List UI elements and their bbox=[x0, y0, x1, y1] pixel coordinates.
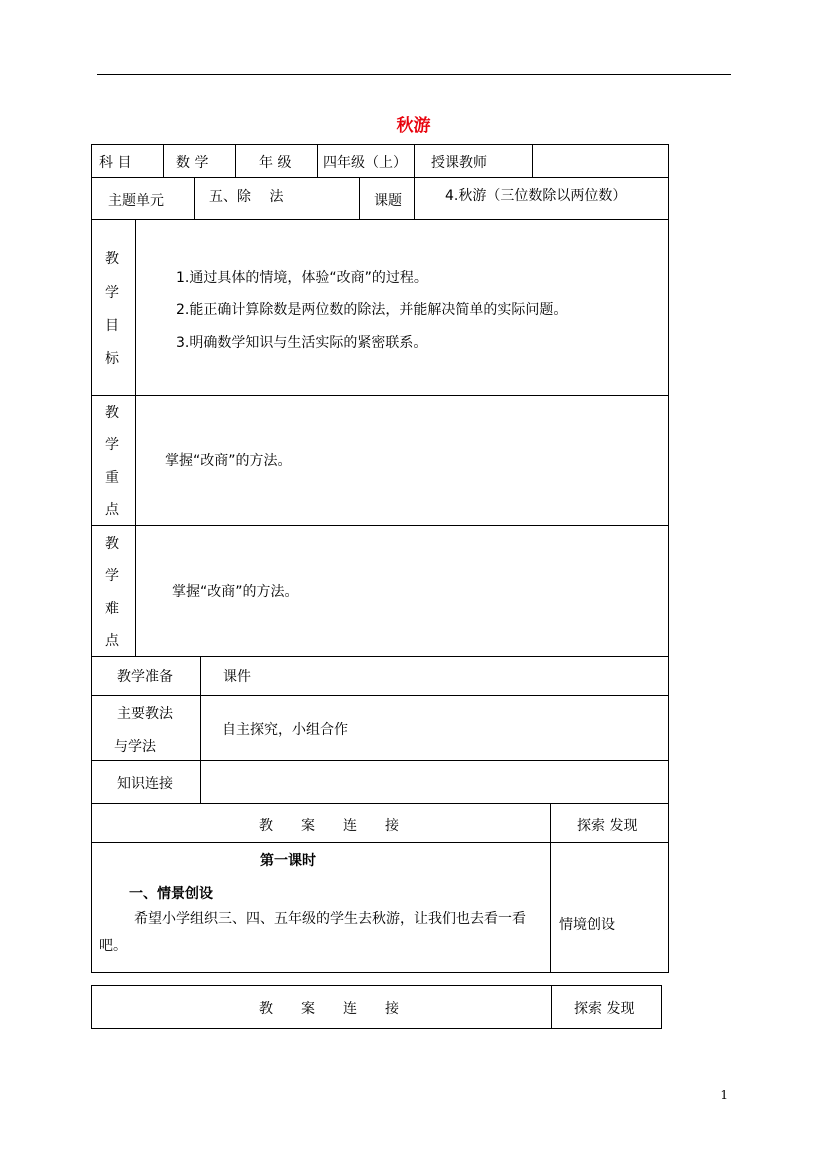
page-number: 1 bbox=[720, 1088, 728, 1102]
cell-keypoints-label bbox=[91, 395, 136, 526]
subject-label: 科 目 bbox=[99, 155, 132, 171]
grade-label: 年 级 bbox=[259, 155, 292, 171]
methods-label-line2: 与学法 bbox=[114, 739, 156, 755]
keypoints-text: 掌握“改商”的方法。 bbox=[165, 453, 292, 469]
goal-item: 3.明确数学知识与生活实际的紧密联系。 bbox=[176, 335, 428, 351]
cell-unit-value bbox=[194, 177, 360, 220]
grade-value: 四年级（上） bbox=[323, 155, 407, 171]
cell-grade-value bbox=[317, 144, 415, 178]
cell-plan-header-left bbox=[91, 803, 551, 843]
cell-topic-value bbox=[414, 177, 669, 220]
top-rule bbox=[97, 74, 731, 75]
page-title: 秋游 bbox=[396, 116, 431, 136]
lesson-period: 第一课时 bbox=[260, 853, 316, 869]
cell-subject-label bbox=[91, 144, 164, 178]
subject-value: 数 学 bbox=[176, 155, 209, 171]
cell-unit-label bbox=[91, 177, 195, 220]
keypoints-label-char: 点 bbox=[105, 502, 119, 518]
plan-header2-left: 教 案 连 接 bbox=[259, 1001, 399, 1017]
preparation-value: 课件 bbox=[223, 669, 251, 685]
methods-value: 自主探究，小组合作 bbox=[222, 722, 348, 738]
cell-preparation-value bbox=[200, 656, 669, 696]
lesson-section: 一、情景创设 bbox=[129, 886, 213, 902]
cell-difficulties-content bbox=[135, 525, 669, 657]
difficulties-label-char: 教 bbox=[105, 536, 119, 552]
cell-methods-value bbox=[200, 695, 669, 761]
goals-label-char: 教 bbox=[105, 251, 119, 267]
cell-plan-header2-left bbox=[91, 985, 552, 1029]
teacher-label: 授课教师 bbox=[431, 155, 487, 171]
preparation-label: 教学准备 bbox=[117, 669, 173, 685]
cell-knowledge-label bbox=[91, 760, 201, 804]
cell-subject-value bbox=[163, 144, 236, 178]
plan-header-left: 教 案 连 接 bbox=[259, 818, 399, 834]
cell-goals-label bbox=[91, 219, 136, 396]
goal-item: 2.能正确计算除数是两位数的除法，并能解决简单的实际问题。 bbox=[176, 302, 568, 318]
knowledge-label: 知识连接 bbox=[117, 776, 173, 792]
keypoints-label-char: 学 bbox=[105, 437, 119, 453]
cell-lesson-side bbox=[550, 842, 669, 973]
cell-keypoints-content bbox=[135, 395, 669, 526]
difficulties-label-char: 难 bbox=[105, 601, 119, 617]
lesson-paragraph-line2: 吧。 bbox=[99, 938, 127, 954]
goals-label-char: 标 bbox=[105, 351, 119, 367]
goals-label-char: 目 bbox=[105, 318, 119, 334]
cell-goals-content bbox=[135, 219, 669, 396]
cell-plan-header-right bbox=[550, 803, 669, 843]
cell-difficulties-label bbox=[91, 525, 136, 657]
difficulties-label-char: 学 bbox=[105, 568, 119, 584]
lesson-side-note: 情境创设 bbox=[559, 917, 615, 933]
cell-lesson-content bbox=[91, 842, 551, 973]
cell-plan-header2-right bbox=[551, 985, 662, 1029]
lesson-paragraph-line1: 希望小学组织三、四、五年级的学生去秋游，让我们也去看一看 bbox=[134, 911, 526, 927]
cell-grade-label bbox=[235, 144, 318, 178]
unit-value: 五、除 法 bbox=[209, 189, 284, 205]
keypoints-label-char: 重 bbox=[105, 470, 119, 486]
cell-methods-label bbox=[91, 695, 201, 761]
difficulties-text: 掌握“改商”的方法。 bbox=[172, 584, 299, 600]
topic-label: 课题 bbox=[374, 193, 402, 209]
difficulties-label-char: 点 bbox=[105, 633, 119, 649]
cell-preparation-label bbox=[91, 656, 201, 696]
goal-item: 1.通过具体的情境，体验“改商”的过程。 bbox=[176, 270, 428, 286]
topic-value: 4.秋游（三位数除以两位数） bbox=[445, 188, 627, 204]
unit-label: 主题单元 bbox=[108, 193, 164, 209]
cell-teacher-value bbox=[532, 144, 669, 178]
cell-knowledge-value bbox=[200, 760, 669, 804]
goals-label-char: 学 bbox=[105, 285, 119, 301]
cell-topic-label bbox=[359, 177, 415, 220]
keypoints-label-char: 教 bbox=[105, 405, 119, 421]
plan-header-right: 探索 发现 bbox=[577, 818, 638, 834]
methods-label-line1: 主要教法 bbox=[117, 706, 173, 722]
cell-teacher-label bbox=[414, 144, 533, 178]
plan-header2-right: 探索 发现 bbox=[574, 1001, 635, 1017]
